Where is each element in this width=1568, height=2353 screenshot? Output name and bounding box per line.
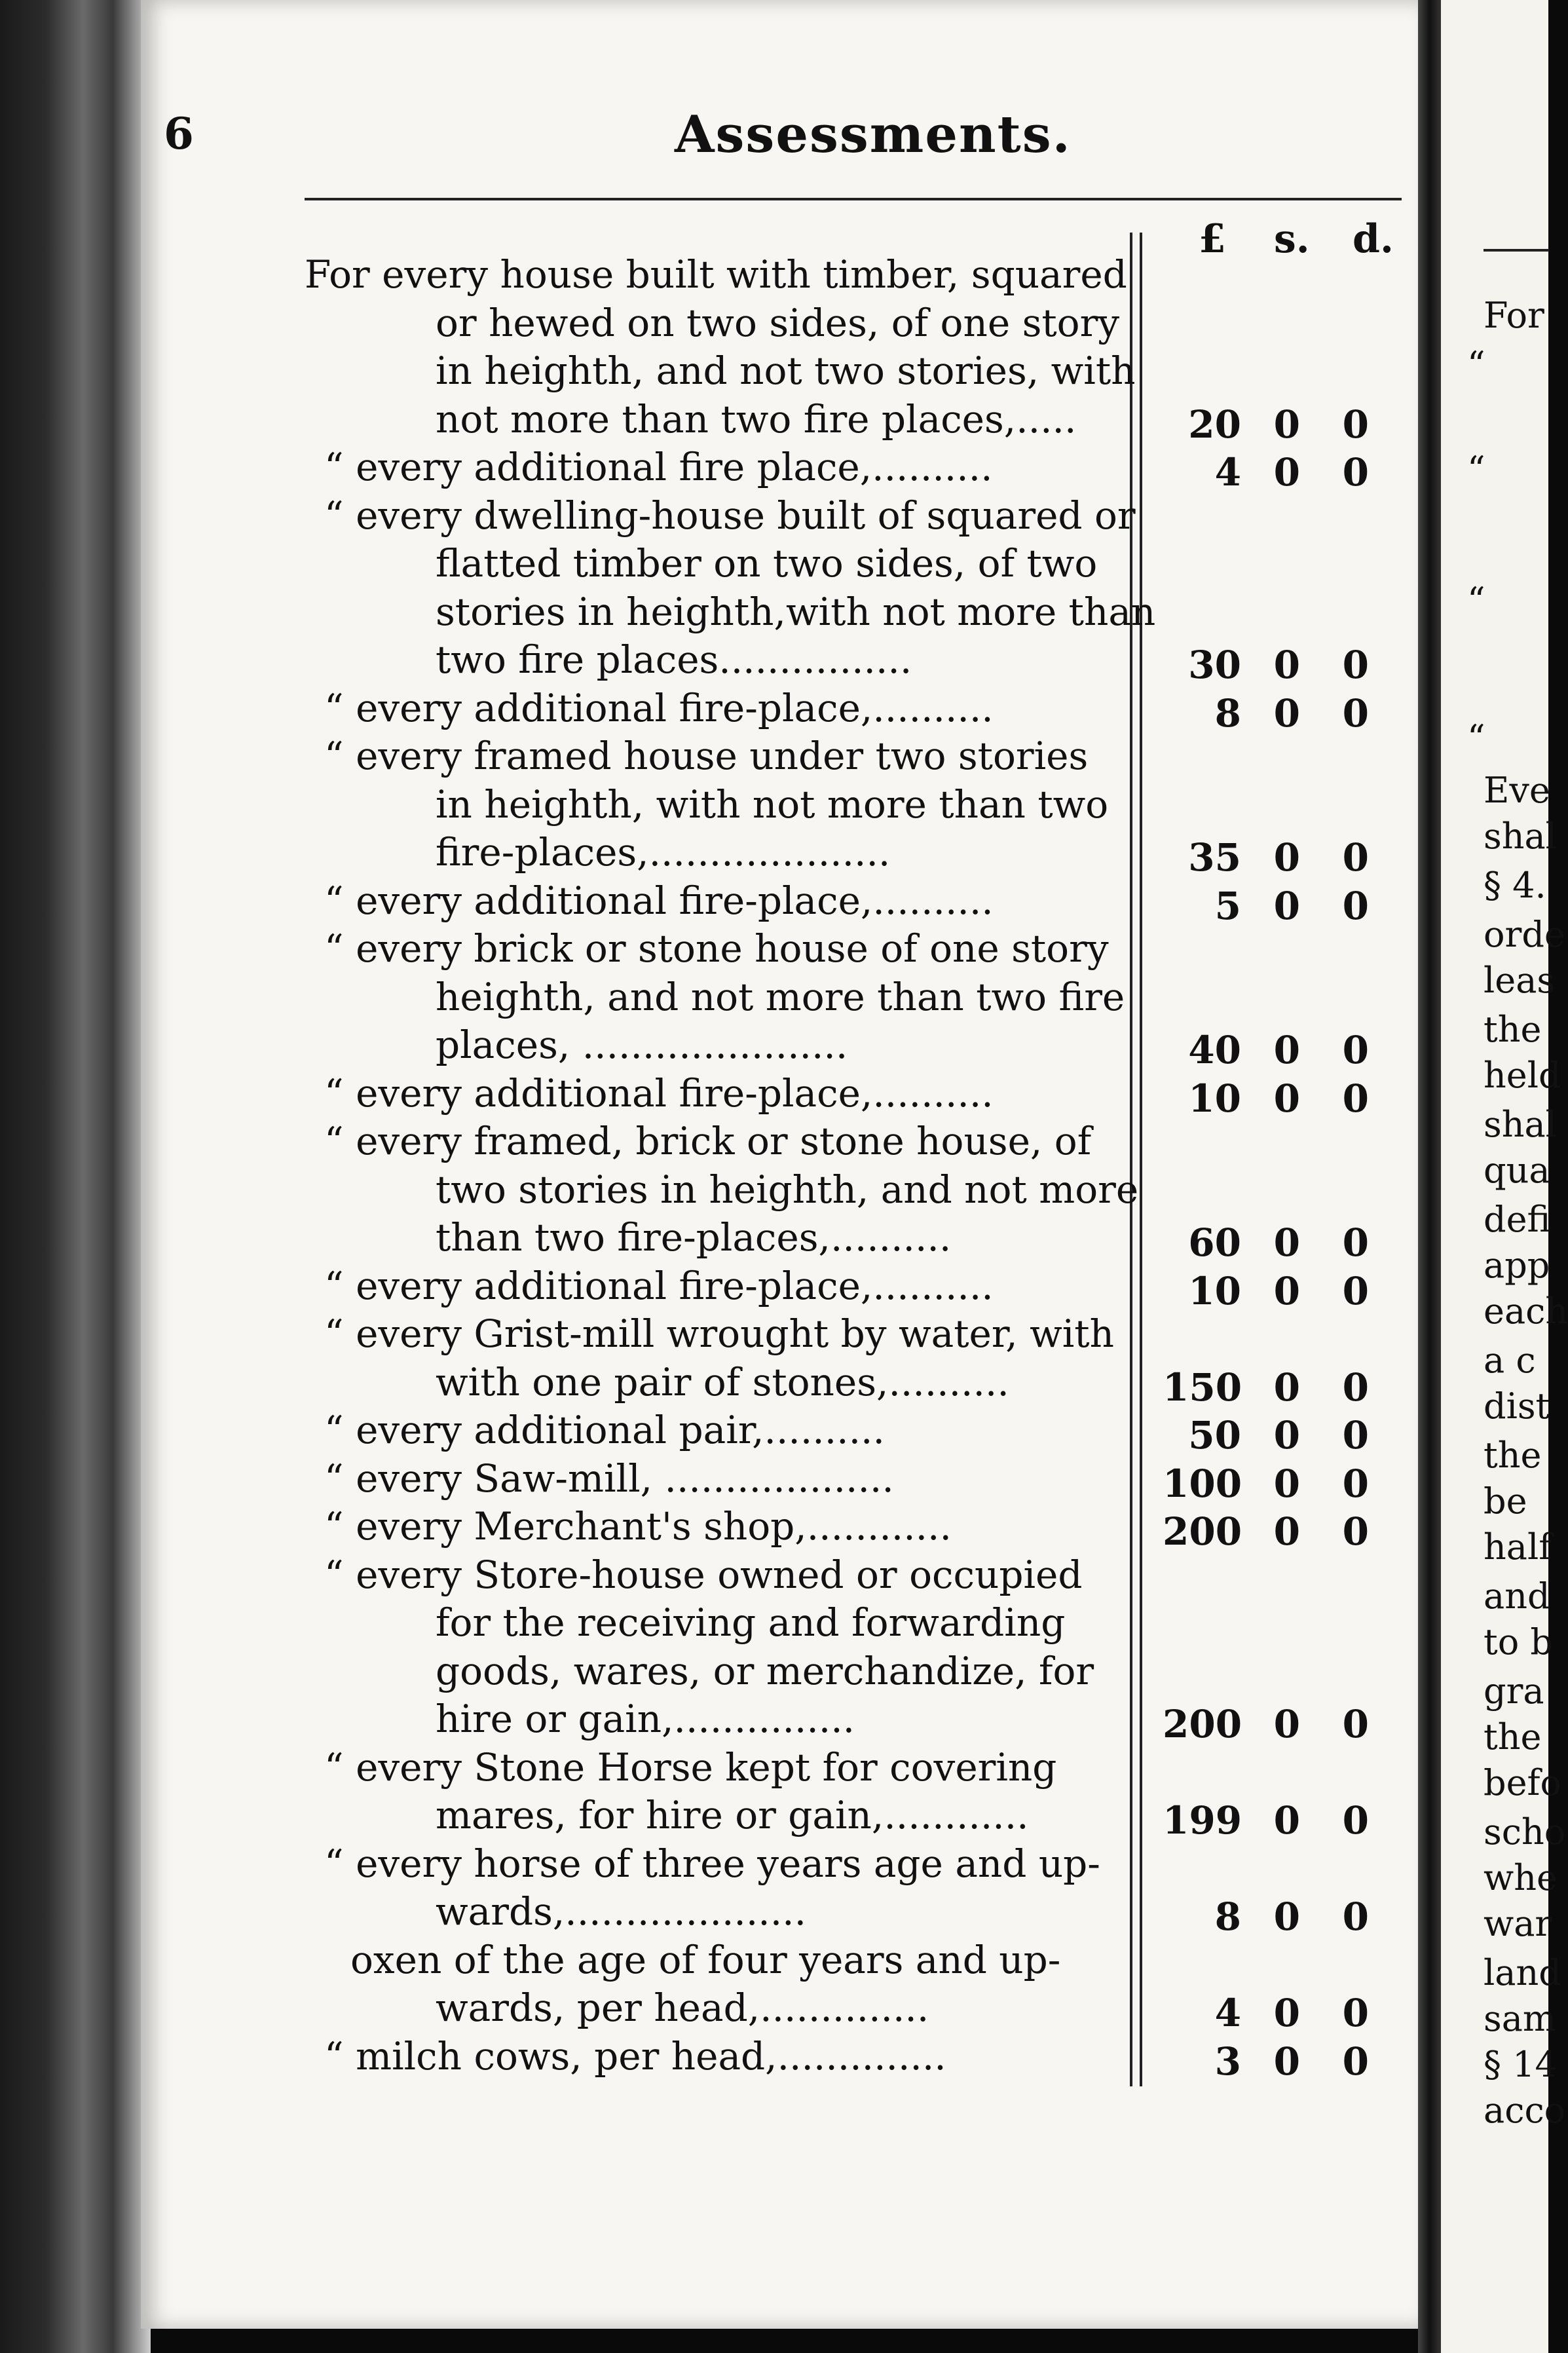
amount-shillings: 0 <box>1273 1268 1300 1313</box>
entry-line: fire-places,.................... <box>436 830 891 875</box>
amount-pence: 0 <box>1342 450 1369 495</box>
facing-page-fragment: Eve <box>1484 770 1550 811</box>
amount-shillings: 0 <box>1273 450 1300 495</box>
facing-page-fragment: “ <box>1467 580 1485 621</box>
facing-page-fragment: orde <box>1484 914 1565 955</box>
entry-line: for the receiving and forwarding <box>436 1600 1066 1645</box>
facing-page-fragment: a c <box>1484 1340 1536 1381</box>
entry-line: “ every brick or stone house of one story <box>324 926 1109 971</box>
facing-page-fragment: land <box>1484 1952 1561 1993</box>
amount-pence: 0 <box>1342 1413 1369 1458</box>
entry-line: heighth, and not more than two fire <box>436 974 1125 1019</box>
facing-page-fragment: befo <box>1484 1762 1562 1803</box>
amount-pounds: 10 <box>1188 1268 1241 1313</box>
entry-line: “ every additional pair,.......... <box>324 1408 885 1452</box>
header-rule <box>305 198 1402 200</box>
entry-line: not more than two fire places,..... <box>436 396 1077 442</box>
facing-page-fragment: and <box>1484 1575 1550 1617</box>
entry-line: “ every Saw-mill, ................... <box>324 1456 894 1501</box>
facing-page-fragment: held <box>1484 1055 1561 1096</box>
facing-page-fragment: acco <box>1484 2090 1566 2131</box>
amount-pounds: 30 <box>1188 643 1241 687</box>
entry-line: two stories in heighth, and not more <box>436 1167 1139 1212</box>
page-title: Assessments. <box>675 105 1072 164</box>
page-number: 6 <box>164 108 194 159</box>
amount-pounds: 200 <box>1163 1509 1242 1554</box>
entry-line: “ every additional fire-place,.......... <box>324 1263 994 1308</box>
entry-line: “ every additional fire-place,.......... <box>324 685 994 730</box>
amount-pence: 0 <box>1342 883 1369 928</box>
facing-page-fragment: each <box>1484 1290 1568 1332</box>
amount-pounds: 4 <box>1214 1991 1241 2035</box>
entry-line: hire or gain,............... <box>436 1697 855 1741</box>
facing-page-rule <box>1484 249 1549 252</box>
column-head-pounds: £ <box>1199 216 1226 262</box>
amount-pounds: 8 <box>1214 690 1241 736</box>
column-head-pence: d. <box>1353 216 1394 262</box>
amount-pounds: 10 <box>1188 1076 1241 1121</box>
entry-line: “ every additional fire place,.......... <box>324 445 993 489</box>
amount-pounds: 5 <box>1214 883 1241 928</box>
entry-line: “ every additional fire-place,.......... <box>324 1070 994 1116</box>
column-divider-right <box>1140 233 1142 2086</box>
facing-page-fragment: the <box>1484 1009 1542 1050</box>
book-gutter <box>1418 0 1441 2353</box>
amount-pence: 0 <box>1342 643 1369 687</box>
entry-line: “ every Store-house owned or occupied <box>324 1552 1083 1597</box>
amount-shillings: 0 <box>1273 883 1300 928</box>
entry-line: goods, wares, or merchandize, for <box>436 1648 1094 1693</box>
amount-pounds: 8 <box>1214 1894 1241 1939</box>
entry-line: wards, per head,.............. <box>436 1986 929 2030</box>
facing-page-fragment: § 4. <box>1484 865 1546 906</box>
facing-page-fragment: war <box>1484 1903 1552 1944</box>
amount-pounds: 40 <box>1188 1028 1241 1072</box>
amount-shillings: 0 <box>1273 1220 1300 1265</box>
facing-page-fragment: “ <box>1467 344 1485 385</box>
facing-page-fragment: dist <box>1484 1385 1550 1427</box>
amount-pence: 0 <box>1342 690 1369 736</box>
entry-line: For every house built with timber, squared <box>305 252 1127 297</box>
facing-page-fragment: “ <box>1467 449 1485 490</box>
amount-pounds: 50 <box>1188 1413 1241 1458</box>
entry-line: mares, for hire or gain,............ <box>436 1793 1029 1837</box>
entry-line: “ milch cows, per head,.............. <box>324 2033 946 2079</box>
amount-pence: 0 <box>1342 1509 1369 1554</box>
amount-shillings: 0 <box>1273 1461 1300 1506</box>
amount-pounds: 20 <box>1188 402 1241 447</box>
entry-line: in heighth, and not two stories, with <box>436 348 1136 393</box>
entry-line: places, ...................... <box>436 1023 848 1067</box>
entry-line: two fire places................ <box>436 637 912 682</box>
amount-pence: 0 <box>1342 1268 1369 1313</box>
amount-pounds: 60 <box>1188 1220 1241 1265</box>
entry-line: oxen of the age of four years and up- <box>350 1937 1061 1982</box>
entry-line: “ every framed house under two stories <box>324 734 1089 778</box>
amount-shillings: 0 <box>1273 835 1300 880</box>
facing-page-fragment: “ <box>1467 717 1485 759</box>
amount-shillings: 0 <box>1273 1702 1300 1746</box>
amount-shillings: 0 <box>1273 402 1300 447</box>
entry-line: “ every dwelling-house built of squared or <box>324 493 1136 538</box>
amount-shillings: 0 <box>1273 643 1300 687</box>
entry-line: “ every Grist-mill wrought by water, with <box>324 1311 1114 1356</box>
entry-line: or hewed on two sides, of one story <box>436 300 1120 345</box>
entry-line: wards,.................... <box>436 1889 807 1934</box>
amount-pence: 0 <box>1342 1076 1369 1121</box>
facing-page-fragment: § 14 <box>1484 2044 1558 2085</box>
entry-line: “ every horse of three years age and up- <box>324 1841 1100 1886</box>
facing-page-fragment: sam <box>1484 1998 1557 2039</box>
entry-line: in heighth, with not more than two <box>436 781 1109 827</box>
amount-shillings: 0 <box>1273 1028 1300 1072</box>
facing-page-fragment: gra <box>1484 1670 1544 1712</box>
amount-shillings: 0 <box>1273 1365 1300 1410</box>
amount-pence: 0 <box>1342 402 1369 447</box>
amount-pence: 0 <box>1342 1894 1369 1939</box>
entry-line: “ every additional fire-place,.......... <box>324 878 994 923</box>
amount-pence: 0 <box>1342 2039 1369 2084</box>
facing-page-fragment: app <box>1484 1245 1550 1286</box>
amount-shillings: 0 <box>1273 690 1300 736</box>
amount-shillings: 0 <box>1273 1509 1300 1554</box>
scan-left-margin <box>0 0 151 2353</box>
facing-page-fragment: shal <box>1484 1104 1557 1145</box>
facing-page-fragment: For <box>1484 295 1544 336</box>
facing-page-fragment: whe <box>1484 1857 1558 1898</box>
amount-pence: 0 <box>1342 1365 1369 1410</box>
facing-page-fragment: leas <box>1484 960 1556 1001</box>
facing-page-fragment: half <box>1484 1526 1552 1568</box>
amount-pounds: 4 <box>1214 450 1241 495</box>
amount-pence: 0 <box>1342 1461 1369 1506</box>
entry-line: flatted timber on two sides, of two <box>436 541 1098 586</box>
entry-line: than two fire-places,.......... <box>436 1215 952 1260</box>
amount-pounds: 3 <box>1214 2039 1241 2084</box>
amount-pounds: 200 <box>1163 1702 1242 1746</box>
facing-page-fragment: qua <box>1484 1150 1550 1191</box>
amount-shillings: 0 <box>1273 1798 1300 1843</box>
entry-line: “ every Merchant's shop,............ <box>324 1504 952 1549</box>
facing-page-fragment: the <box>1484 1435 1542 1476</box>
amount-pounds: 35 <box>1188 835 1241 880</box>
amount-shillings: 0 <box>1273 1413 1300 1458</box>
amount-pence: 0 <box>1342 1702 1369 1746</box>
amount-shillings: 0 <box>1273 2039 1300 2084</box>
amount-pence: 0 <box>1342 1220 1369 1265</box>
facing-page-fragment: be <box>1484 1480 1527 1522</box>
entry-line: with one pair of stones,.......... <box>436 1359 1009 1404</box>
facing-page-fragment: shal <box>1484 816 1557 857</box>
amount-pounds: 199 <box>1163 1798 1242 1843</box>
entry-line: “ every framed, brick or stone house, of <box>324 1119 1092 1163</box>
amount-shillings: 0 <box>1273 1076 1300 1121</box>
amount-pounds: 100 <box>1163 1461 1242 1506</box>
amount-shillings: 0 <box>1273 1991 1300 2035</box>
column-head-shillings: s. <box>1274 216 1310 262</box>
facing-page <box>1441 0 1568 2353</box>
amount-pence: 0 <box>1342 1991 1369 2035</box>
facing-page-fragment: the <box>1484 1716 1542 1758</box>
facing-page-fragment: to b <box>1484 1621 1553 1663</box>
amount-pence: 0 <box>1342 1798 1369 1843</box>
entry-line: “ every Stone Horse kept for covering <box>324 1744 1057 1790</box>
amount-pence: 0 <box>1342 835 1369 880</box>
amount-pence: 0 <box>1342 1028 1369 1072</box>
amount-shillings: 0 <box>1273 1894 1300 1939</box>
entry-line: stories in heighth,with not more than <box>436 589 1156 634</box>
facing-page-fragment: scho <box>1484 1811 1566 1853</box>
amount-pounds: 150 <box>1163 1365 1242 1410</box>
facing-page-fragment: defi <box>1484 1199 1551 1240</box>
